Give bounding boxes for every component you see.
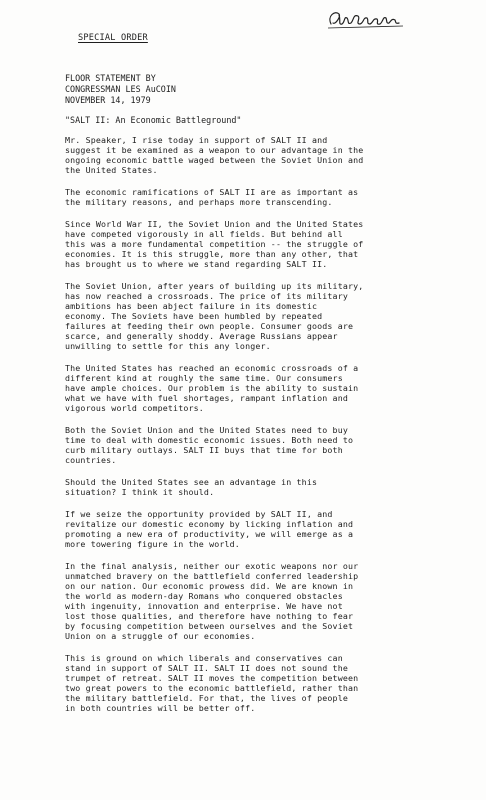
statement-body <box>65 135 475 725</box>
handwritten-signature <box>325 6 405 32</box>
statement-title: "SALT II: An Economic Battleground" <box>65 115 242 125</box>
paragraph-line: lost those qualities, and therefore have nothing to fear <box>65 611 354 621</box>
paragraph-line: different kind at roughly the same time. Our consumers <box>65 373 343 383</box>
paragraph-line: in both countries will be better off. <box>65 703 256 713</box>
paragraph-line: economies. It is this struggle, more than any other, that <box>65 249 359 259</box>
paragraph-line: unmatched bravery on the battlefield conferred leadership <box>65 571 359 581</box>
paragraph-line: the world as modern-day Romans who conquered obstacles <box>65 591 343 601</box>
paragraph-line: vigorous world competitors. <box>65 403 204 413</box>
paragraph-line: what we have with fuel shortages, rampant inflation and <box>65 393 348 403</box>
paragraph-line: This is ground on which liberals and conservatives can <box>65 653 343 663</box>
paragraph-line: Mr. Speaker, I rise today in support of SALT II and <box>65 135 328 145</box>
paragraph-line: Should the United States see an advantage in this <box>65 477 318 487</box>
paragraph-line: unwilling to settle for this any longer. <box>65 341 271 351</box>
paragraph-line: trumpet of retreat. SALT II moves the competition between <box>65 673 359 683</box>
header-date: NOVEMBER 14, 1979 <box>65 95 151 105</box>
paragraph-line: ambitions has been abject failure in its domestic <box>65 301 318 311</box>
paragraph-line: has brought us to where we stand regarding SALT II. <box>65 259 328 269</box>
paragraph-line: The economic ramifications of SALT II are as important as <box>65 187 359 197</box>
paragraph-line: suggest it be examined as a weapon to our advantage in the <box>65 145 364 155</box>
paragraph-line: Since World War II, the Soviet Union and the United States <box>65 219 364 229</box>
paragraph-line: In the final analysis, neither our exotic weapons nor our <box>65 561 359 571</box>
paragraph <box>65 187 475 207</box>
paragraph-line: ongoing economic battle waged between the Soviet Union and <box>65 155 364 165</box>
paragraph-line: on our nation. Our economic prowess did. We are known in <box>65 581 354 591</box>
paragraph-line: curb military outlays. SALT II buys that time for both <box>65 445 343 455</box>
paragraph <box>65 509 475 549</box>
paragraph-line: has now reached a crossroads. The price of its military <box>65 291 348 301</box>
paragraph <box>65 477 475 497</box>
paragraph-line: The Soviet Union, after years of building up its military, <box>65 281 364 291</box>
paragraph-line: countries. <box>65 455 117 465</box>
paragraph-line: have competed vigorously in all fields. But behind all <box>65 229 343 239</box>
paragraph-line: Both the Soviet Union and the United States need to buy <box>65 425 348 435</box>
paragraph <box>65 561 475 641</box>
paragraph-line: the military battlefield. For that, the lives of people <box>65 693 348 703</box>
special-order-label: SPECIAL ORDER <box>78 33 148 43</box>
paragraph-line: promoting a new era of productivity, we will emerge as a <box>65 529 354 539</box>
header-line-2: CONGRESSMAN LES AuCOIN <box>65 84 176 94</box>
paragraph-line: this was a more fundamental competition -- the struggle of <box>65 239 364 249</box>
header-block <box>65 73 176 106</box>
paragraph-line: If we seize the opportunity provided by SALT II, and <box>65 509 333 519</box>
paragraph-line: the military reasons, and perhaps more transcending. <box>65 197 333 207</box>
header-line-1: FLOOR STATEMENT BY <box>65 73 156 83</box>
paragraph-line: by focusing competition between ourselves and the Soviet <box>65 621 354 631</box>
paragraph-line: two great powers to the economic battlefield, rather than <box>65 683 359 693</box>
paragraph-line: revitalize our domestic economy by licking inflation and <box>65 519 354 529</box>
paragraph <box>65 135 475 175</box>
paragraph-line: time to deal with domestic economic issues. Both need to <box>65 435 354 445</box>
paragraph-line: The United States has reached an economic crossroads of a <box>65 363 359 373</box>
paragraph-line: scarce, and generally shoddy. Average Russians appear <box>65 331 338 341</box>
paragraph <box>65 363 475 413</box>
paragraph-line: more towering figure in the world. <box>65 539 240 549</box>
paragraph-line: have ample choices. Our problem is the ability to sustain <box>65 383 359 393</box>
paragraph <box>65 425 475 465</box>
paragraph-line: Union on a struggle of our economies. <box>65 631 256 641</box>
paragraph-line: the United States. <box>65 165 158 175</box>
paragraph <box>65 653 475 713</box>
paragraph <box>65 219 475 269</box>
paragraph-line: with ingenuity, innovation and enterprise. We have not <box>65 601 343 611</box>
paragraph-line: stand in support of SALT II. SALT II does not sound the <box>65 663 348 673</box>
paragraph <box>65 281 475 351</box>
paragraph-line: economy. The Soviets have been humbled by repeated <box>65 311 323 321</box>
paragraph-line: failures at feeding their own people. Consumer goods are <box>65 321 354 331</box>
paragraph-line: situation? I think it should. <box>65 487 215 497</box>
